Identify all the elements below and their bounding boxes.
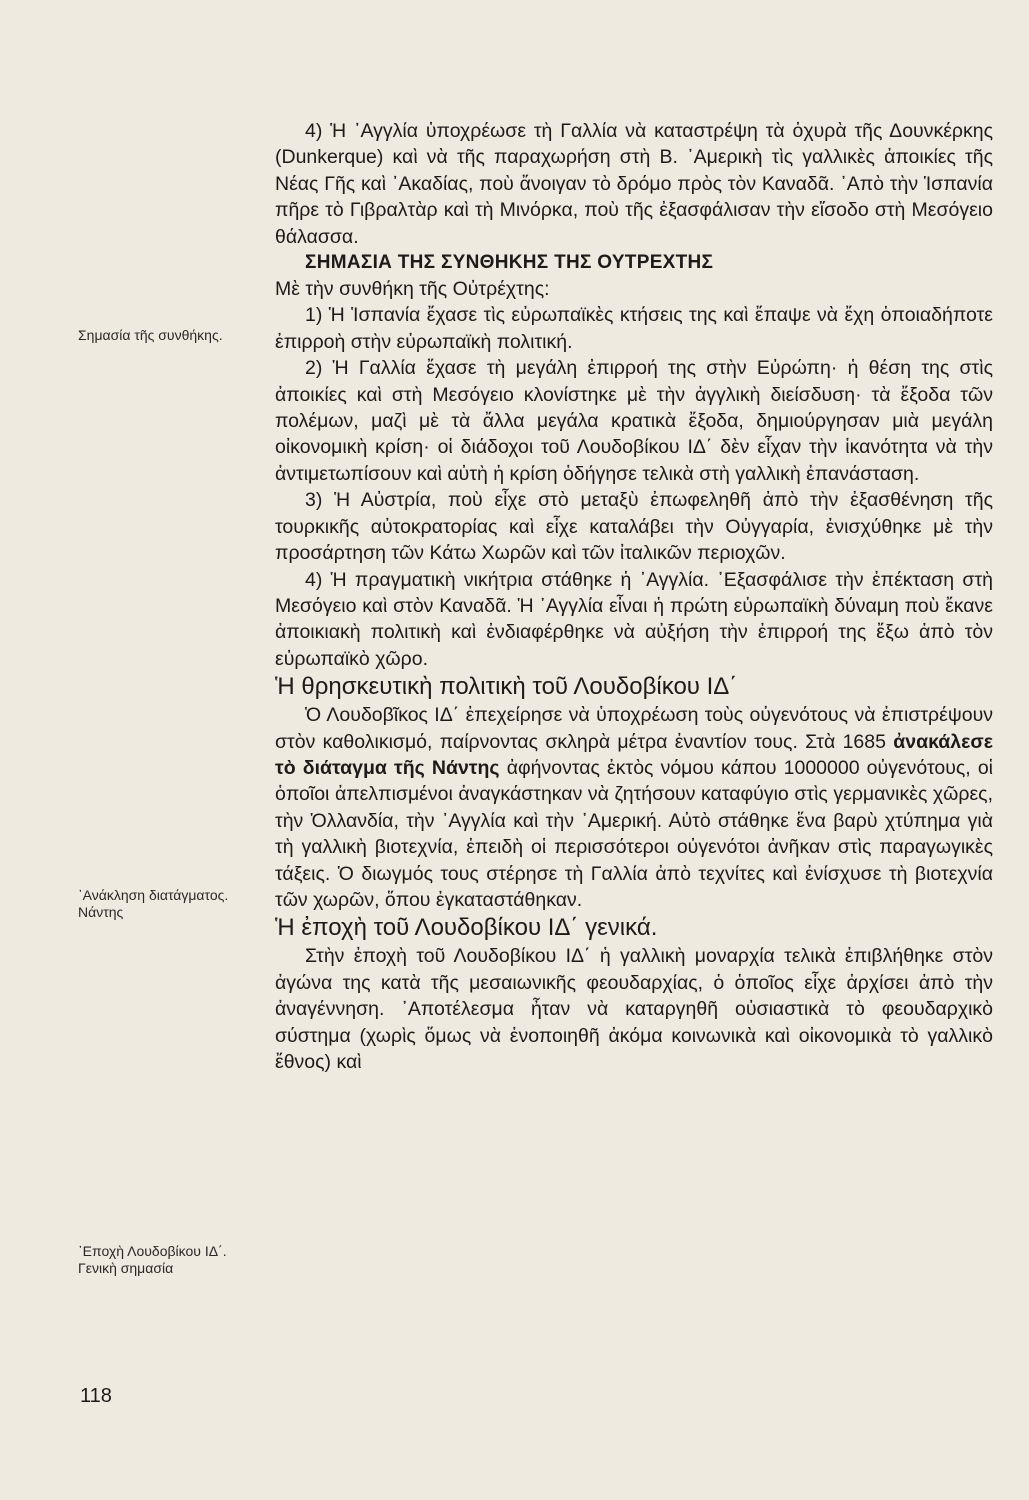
- paragraph-point-4: 4) Ἡ πραγματικὴ νικήτρια στάθηκε ἡ ᾿Αγγλία. ᾿Εξασφάλισε τὴν ἐπέκταση στὴ Μεσόγειο καὶ στὸν Καναδᾶ. Ἡ ᾿Αγγλία εἶναι ἡ πρώτη εὐρωπαϊκὴ δύναμη ποὺ ἔκανε ἀποικιακὴ πολιτικὴ καὶ ἐνδιαφέρθηκε νὰ αὐξήση τὴν ἐπιρροή της ἔξω ἀπὸ τὸν εὐρωπαϊκὸ χῶρο.: [275, 568, 993, 670]
- margin-note-revocation: ᾿Ανάκληση διατάγματος. Νάντης: [78, 887, 229, 920]
- paragraph-religious-policy: [275, 702, 993, 913]
- paragraph-point-3: 3) Ἡ Αὐστρία, ποὺ εἶχε στὸ μεταξὺ ἐπωφεληθῆ ἀπὸ τὴν ἐξασθένηση τῆς τουρκικῆς αὐτοκρατορίας καὶ εἶχε καταλάβει τὴν Οὐγγαρία, ἐνισχύθηκε μὲ τὴν προσάρτηση τῶν Κάτω Χωρῶν καὶ τῶν ἰταλικῶν περιοχῶν.: [275, 489, 993, 565]
- religious-text-end: ἀφήνοντας ἐκτὸς νόμου κάπου 1000000 οὐγενότους, οἱ ὁποῖοι ἀπελπισμένοι ἀναγκάστηκαν νὰ ζητήσουν καταφύγιο στὶς γερμανικὲς χῶρες, τὴν Ὁλλανδία, τὴν ᾿Αγγλία καὶ τὴν ᾿Αμερική. Αὐτὸ στάθηκε ἕνα βαρὺ χτύπημα γιὰ τὴ γαλλικὴ βιοτεχνία, ἐπειδὴ οἱ περισσότεροι οὐγενότοι ἀνῆκαν στὶς παραγωγικὲς τάξεις. Ὁ διωγμός τους στέρησε τὴ Γαλλία ἀπὸ τεχνίτες καὶ ἐνίσχυσε τὴ βιοτεχνία τῶν χωρῶν, ὅπου ἐγκαταστάθηκαν.: [275, 756, 994, 911]
- paragraph-intro: Μὲ τὴν συνθήκη τῆς Οὐτρέχτης:: [275, 278, 550, 301]
- main-text: [275, 118, 993, 1075]
- subheading-religious-policy: Ἡ θρησκευτικὴ πολιτικὴ τοῦ Λουδοβίκου ΙΔ΄: [275, 673, 738, 701]
- margin-note-era: ᾿Εποχὴ Λουδοβίκου ΙΔ΄. Γενικὴ σημασία: [78, 1243, 227, 1276]
- margin-note-significance: Σημασία τῆς συνθήκης.: [78, 327, 223, 343]
- paragraph-point-1: 1) Ἡ Ἱσπανία ἔχασε τὶς εὐρωπαϊκὲς κτήσεις της καὶ ἔπαψε νὰ ἔχη ὁποιαδήποτε ἐπιρροὴ στὴν εὐρωπαϊκὴ πολιτική.: [275, 304, 993, 353]
- section-heading-significance: ΣΗΜΑΣΙΑ ΤΗΣ ΣΥΝΘΗΚΗΣ ΤΗΣ ΟΥΤΡΕΧΤΗΣ: [305, 252, 714, 274]
- paragraph-britain-terms: 4) Ἡ ᾿Αγγλία ὑποχρέωσε τὴ Γαλλία νὰ καταστρέψη τὰ ὀχυρὰ τῆς Δουνκέρκης (Dunkerque) καὶ νὰ τῆς παραχωρήση στὴ Β. ᾿Αμερικὴ τὶς γαλλικὲς ἀποικίες τῆς Νέας Γῆς καὶ ᾿Ακαδίας, ποὺ ἄνοιγαν τὸ δρόμο πρὸς τὸν Καναδᾶ. ᾿Απὸ τὴν Ἱσπανία πῆρε τὸ Γιβραλτὰρ καὶ τὴ Μινόρκα, ποὺ τῆς ἐξασφάλισαν τὴν εἴσοδο στὴ Μεσόγειο θάλασσα.: [275, 120, 993, 248]
- subheading-era: Ἡ ἐποχὴ τοῦ Λουδοβίκου ΙΔ΄ γενικά.: [275, 914, 658, 942]
- paragraph-era: Στὴν ἐποχὴ τοῦ Λουδοβίκου ΙΔ΄ ἡ γαλλικὴ μοναρχία τελικὰ ἐπιβλήθηκε στὸν ἀγώνα της κατὰ τῆς μεσαιωνικῆς φεουδαρχίας, ὁ ὁποῖος εἶχε ἀρχίσει ἀπὸ τὴν ἀναγέννηση. ᾿Αποτέλεσμα ἦταν νὰ καταργηθῆ οὐσιαστικὰ τὸ φεουδαρχικὸ σύστημα (χωρὶς ὅμως νὰ ἑνοποιηθῆ ἀκόμα κοινωνικὰ καὶ οἰκονομικὰ τὸ γαλλικὸ ἔθνος) καὶ: [275, 945, 993, 1073]
- paragraph-point-2: 2) Ἡ Γαλλία ἔχασε τὴ μεγάλη ἐπιρροή της στὴν Εὐρώπη· ἡ θέση της στὶς ἀποικίες καὶ στὴ Μεσόγειο κλονίστηκε μὲ τὴν ἀγγλικὴ διείσδυση· τὰ ἔξοδα τῶν πολέμων, μαζὶ μὲ τὰ ἄλλα μεγάλα κρατικὰ ἔξοδα, δημιούργησαν μιὰ μεγάλη οἰκονομικὴ κρίση· οἱ διάδοχοι τοῦ Λουδοβίκου ΙΔ΄ δὲν εἶχαν τὴν ἱκανότητα νὰ τὴν ἀντιμετωπίσουν καὶ αὐτὴ ἡ κρίση ὁδήγησε τελικὰ στὴ γαλλικὴ ἐπανάσταση.: [275, 357, 993, 485]
- religious-text-start: Ὁ Λουδοβῖκος ΙΔ΄ ἐπεχείρησε νὰ ὑποχρέωση τοὺς οὐγενότους νὰ ἐπιστρέψουν στὸν καθολικισμό, παίρνοντας σκληρὰ μέτρα ἐναντίον τους. Στὰ 1685: [275, 704, 993, 753]
- revocation-emphasis: ἀνακάλεσε τὸ διάταγμα τῆς Νάντης: [275, 730, 993, 779]
- page-number: 118: [80, 1385, 112, 1407]
